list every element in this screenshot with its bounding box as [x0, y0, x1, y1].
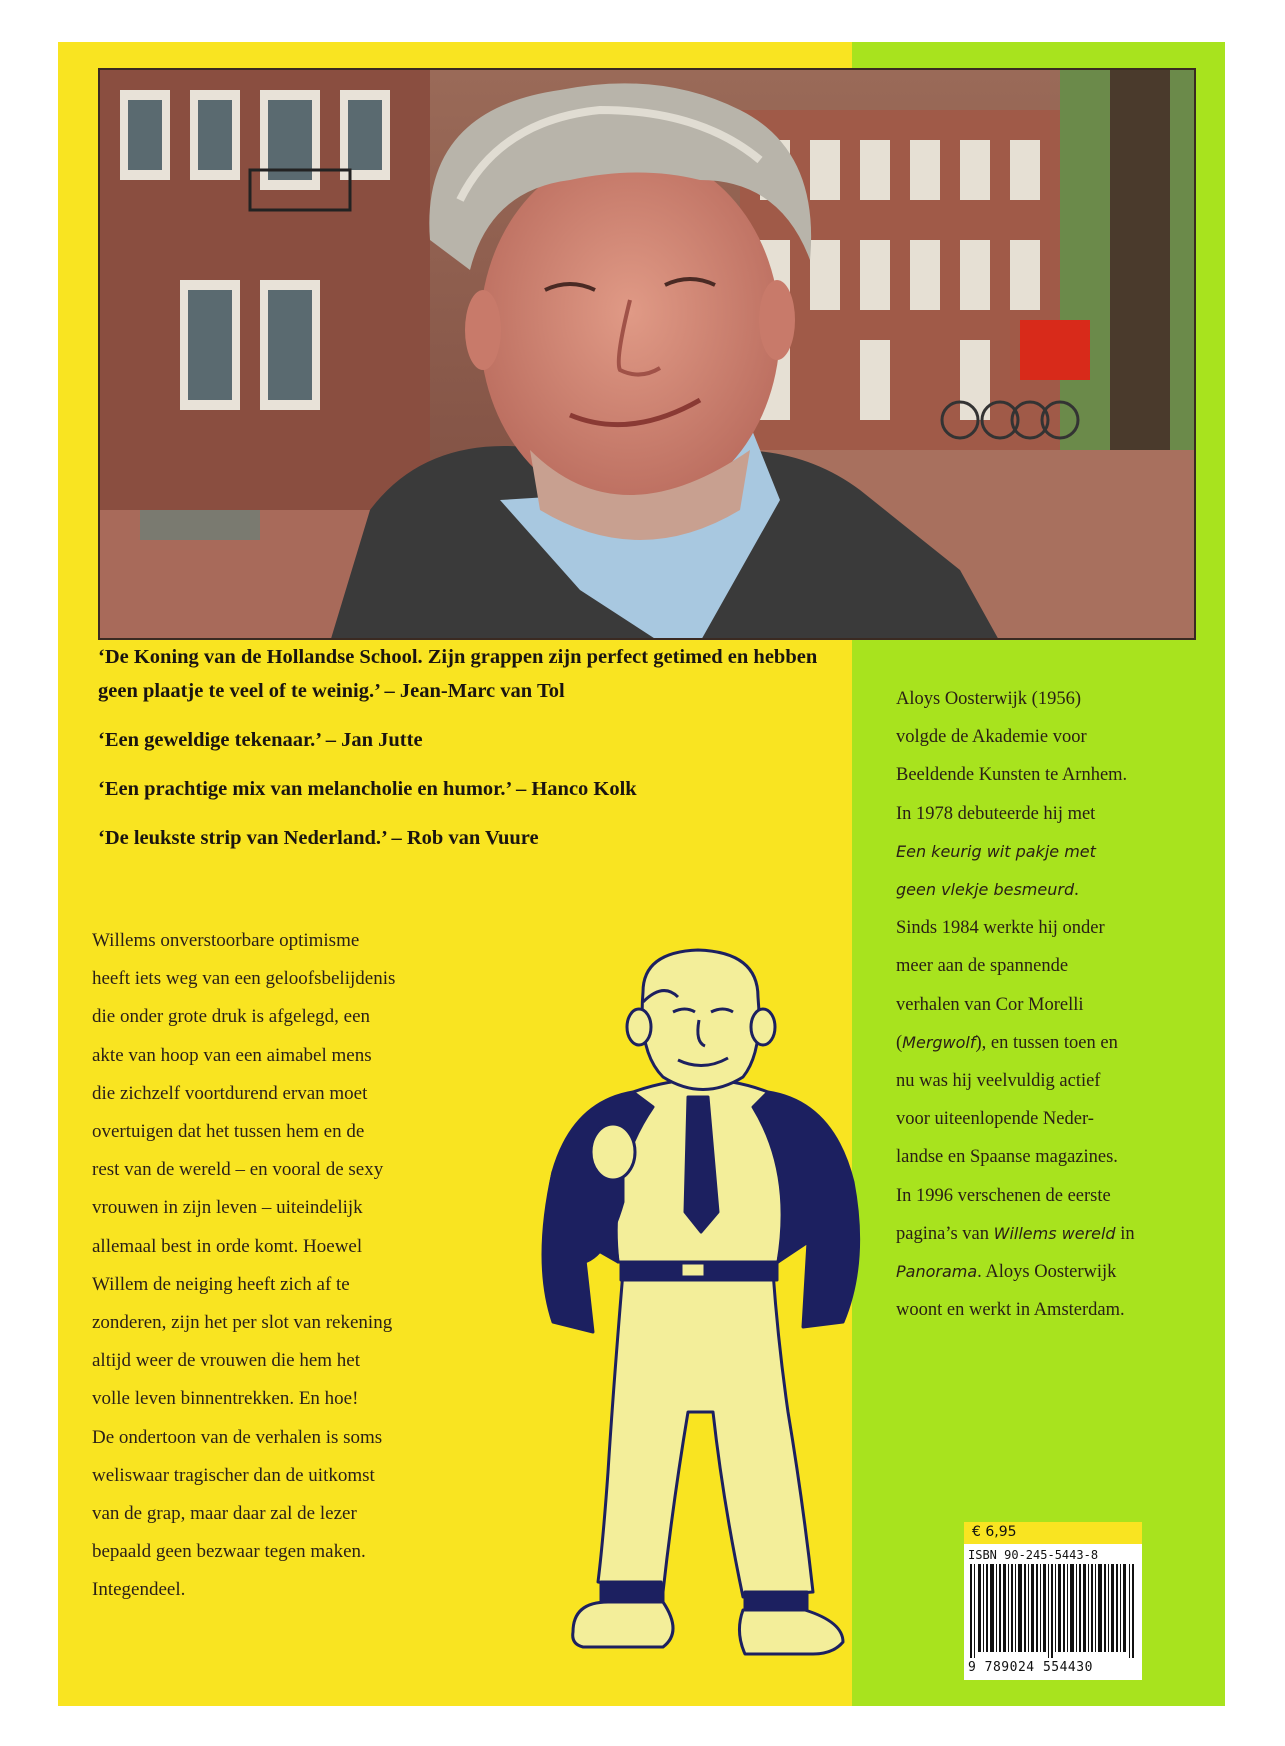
blurb-line: die onder grote druk is afgelegd, een	[92, 1006, 371, 1028]
bio-line: pagina’s van Willems wereld in	[896, 1223, 1135, 1244]
author-photo	[98, 68, 1196, 640]
book-title: Een keurig wit pakje met	[896, 841, 1096, 861]
bio-line: geen vlekje besmeurd.	[896, 880, 1079, 901]
blurb-line: heeft iets weg van een geloofsbelijdenis	[92, 968, 396, 990]
bio-line: volgde de Akademie voor	[896, 727, 1087, 748]
bio-line: Aloys Oosterwijk (1956)	[896, 689, 1081, 709]
quote: ‘De leukste strip van Nederland.’ – Rob van Vuure	[98, 827, 539, 849]
blurb-line: volle leven binnentrekken. En hoe!	[92, 1388, 359, 1410]
blurb-line: overtuigen dat het tussen hem en de	[92, 1121, 365, 1143]
bio-line: Sinds 1984 werkte hij onder	[896, 918, 1105, 939]
blurb-line: akte van hoop van een aimabel mens	[92, 1044, 372, 1066]
blurb-text	[92, 922, 532, 1610]
barcode-icon	[970, 1564, 1136, 1658]
bio-line: Beeldende Kunsten te Arnhem.	[896, 765, 1128, 786]
author-bio	[896, 680, 1196, 1329]
blurb-line: die zichzelf voortdurend ervan moet	[92, 1082, 368, 1104]
bio-line: voor uiteenlopende Neder-	[896, 1109, 1094, 1130]
quote: ‘Een prachtige mix van melancholie en humor.’ – Hanco Kolk	[98, 778, 637, 800]
isbn: ISBN 90-245-5443-8	[968, 1548, 1099, 1562]
price-strip	[964, 1522, 1142, 1544]
quote: ‘De Koning van de Hollandse School. Zijn grappen zijn perfect getimed en hebben geen plaatje te veel of te weinig.’ – Jean-Marc van Tol	[98, 646, 818, 702]
bio-line	[896, 833, 1196, 871]
bio-line: Panorama. Aloys Oosterwijk	[896, 1262, 1117, 1283]
review-quotes	[98, 640, 818, 870]
series-title: Willems wereld	[993, 1223, 1116, 1243]
bio-line: landse en Spaanse magazines.	[896, 1147, 1118, 1168]
book-back-cover	[58, 42, 1225, 1706]
bio-line: nu was hij veelvuldig actief	[896, 1071, 1101, 1092]
blurb-line: De ondertoon van de verhalen is soms	[92, 1426, 383, 1448]
bio-line: (Mergwolf), en tussen toen en	[896, 1032, 1118, 1053]
blurb-line: Integendeel.	[92, 1579, 186, 1601]
blurb-line: van de grap, maar daar zal de lezer	[92, 1503, 357, 1525]
magazine-title: Panorama	[896, 1262, 978, 1282]
bio-line: woont en werkt in Amsterdam.	[896, 1300, 1125, 1321]
blurb-line: zonderen, zijn het per slot van rekening	[92, 1312, 393, 1334]
bio-line: In 1978 debuteerde hij met	[896, 803, 1096, 824]
blurb-line: altijd weer de vrouwen die hem het	[92, 1350, 361, 1372]
price: € 6,95	[972, 1524, 1017, 1540]
series-title: Mergwolf	[902, 1032, 976, 1052]
blurb-line: weliswaar tragischer dan de uitkomst	[92, 1464, 375, 1486]
blurb-line: rest van de wereld – en vooral de sexy	[92, 1159, 384, 1181]
quote: ‘Een geweldige tekenaar.’ – Jan Jutte	[98, 729, 423, 751]
blurb-line: allemaal best in orde komt. Hoewel	[92, 1235, 363, 1257]
barcode-label	[964, 1522, 1142, 1680]
blurb-line: vrouwen in zijn leven – uiteindelijk	[92, 1197, 363, 1219]
willem-cartoon	[513, 942, 903, 1662]
blurb-line: bepaald geen bezwaar tegen maken.	[92, 1541, 366, 1563]
bio-line: meer aan de spannende	[896, 956, 1069, 977]
book-title: geen vlekje besmeurd	[896, 880, 1075, 900]
blurb-line: Willem de neiging heeft zich af te	[92, 1273, 350, 1295]
bio-line: verhalen van Cor Morelli	[896, 994, 1084, 1015]
ean-number: 9 789024 554430	[968, 1660, 1093, 1675]
bio-line: In 1996 verschenen de eerste	[896, 1185, 1111, 1206]
blurb-line: Willems onverstoorbare optimisme	[92, 930, 360, 951]
